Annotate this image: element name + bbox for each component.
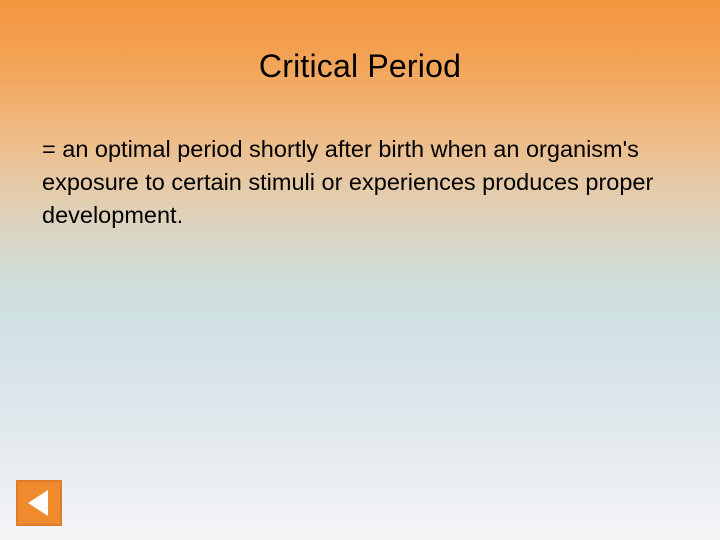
- previous-slide-button[interactable]: [16, 480, 62, 526]
- slide-body-paragraph: = an optimal period shortly after birth when an organism's exposure to certain stimuli or experiences produces proper development.: [42, 136, 654, 228]
- triangle-left-icon: [28, 490, 48, 516]
- slide-body-text: [42, 133, 672, 232]
- page-title: Critical Period: [258, 48, 462, 84]
